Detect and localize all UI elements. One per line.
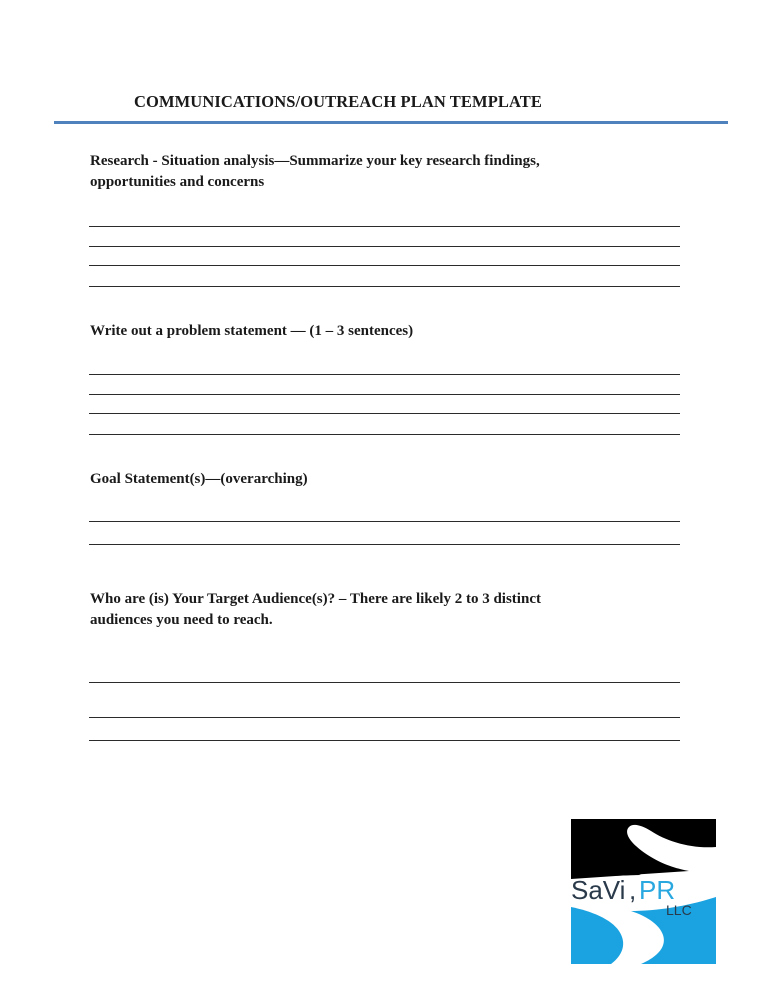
answer-line[interactable]	[89, 265, 680, 266]
answer-line[interactable]	[89, 226, 680, 227]
section-heading-target-audience	[90, 589, 690, 631]
answer-line[interactable]	[89, 246, 680, 247]
savi-pr-logo	[571, 819, 716, 964]
section-heading-line: Who are (is) Your Target Audience(s)? – There are likely 2 to 3 distinct	[90, 591, 541, 607]
answer-line[interactable]	[89, 740, 680, 741]
section-heading-line: audiences you need to reach.	[90, 612, 273, 628]
answer-line[interactable]	[89, 374, 680, 375]
answer-line[interactable]	[89, 413, 680, 414]
logo-text-main: SaVi	[571, 875, 626, 905]
logo-comma: ,	[629, 875, 637, 905]
answer-line[interactable]	[89, 434, 680, 435]
page-title: COMMUNICATIONS/OUTREACH PLAN TEMPLATE	[134, 92, 542, 111]
section-heading-line: opportunities and concerns	[90, 174, 265, 190]
answer-line[interactable]	[89, 394, 680, 395]
logo-text-pr: PR	[639, 875, 676, 905]
section-heading-research	[90, 151, 690, 193]
title-divider	[54, 121, 728, 124]
answer-line[interactable]	[89, 521, 680, 522]
answer-line[interactable]	[89, 717, 680, 718]
section-heading-problem-statement: Write out a problem statement — (1 – 3 sentences)	[90, 323, 414, 339]
answer-line[interactable]	[89, 544, 680, 545]
answer-line[interactable]	[89, 682, 680, 683]
logo-text-llc: LLC	[666, 902, 692, 918]
section-heading-line: Research - Situation analysis—Summarize your key research findings,	[90, 153, 540, 169]
answer-line[interactable]	[89, 286, 680, 287]
section-heading-goal-statement: Goal Statement(s)—(overarching)	[90, 471, 308, 487]
